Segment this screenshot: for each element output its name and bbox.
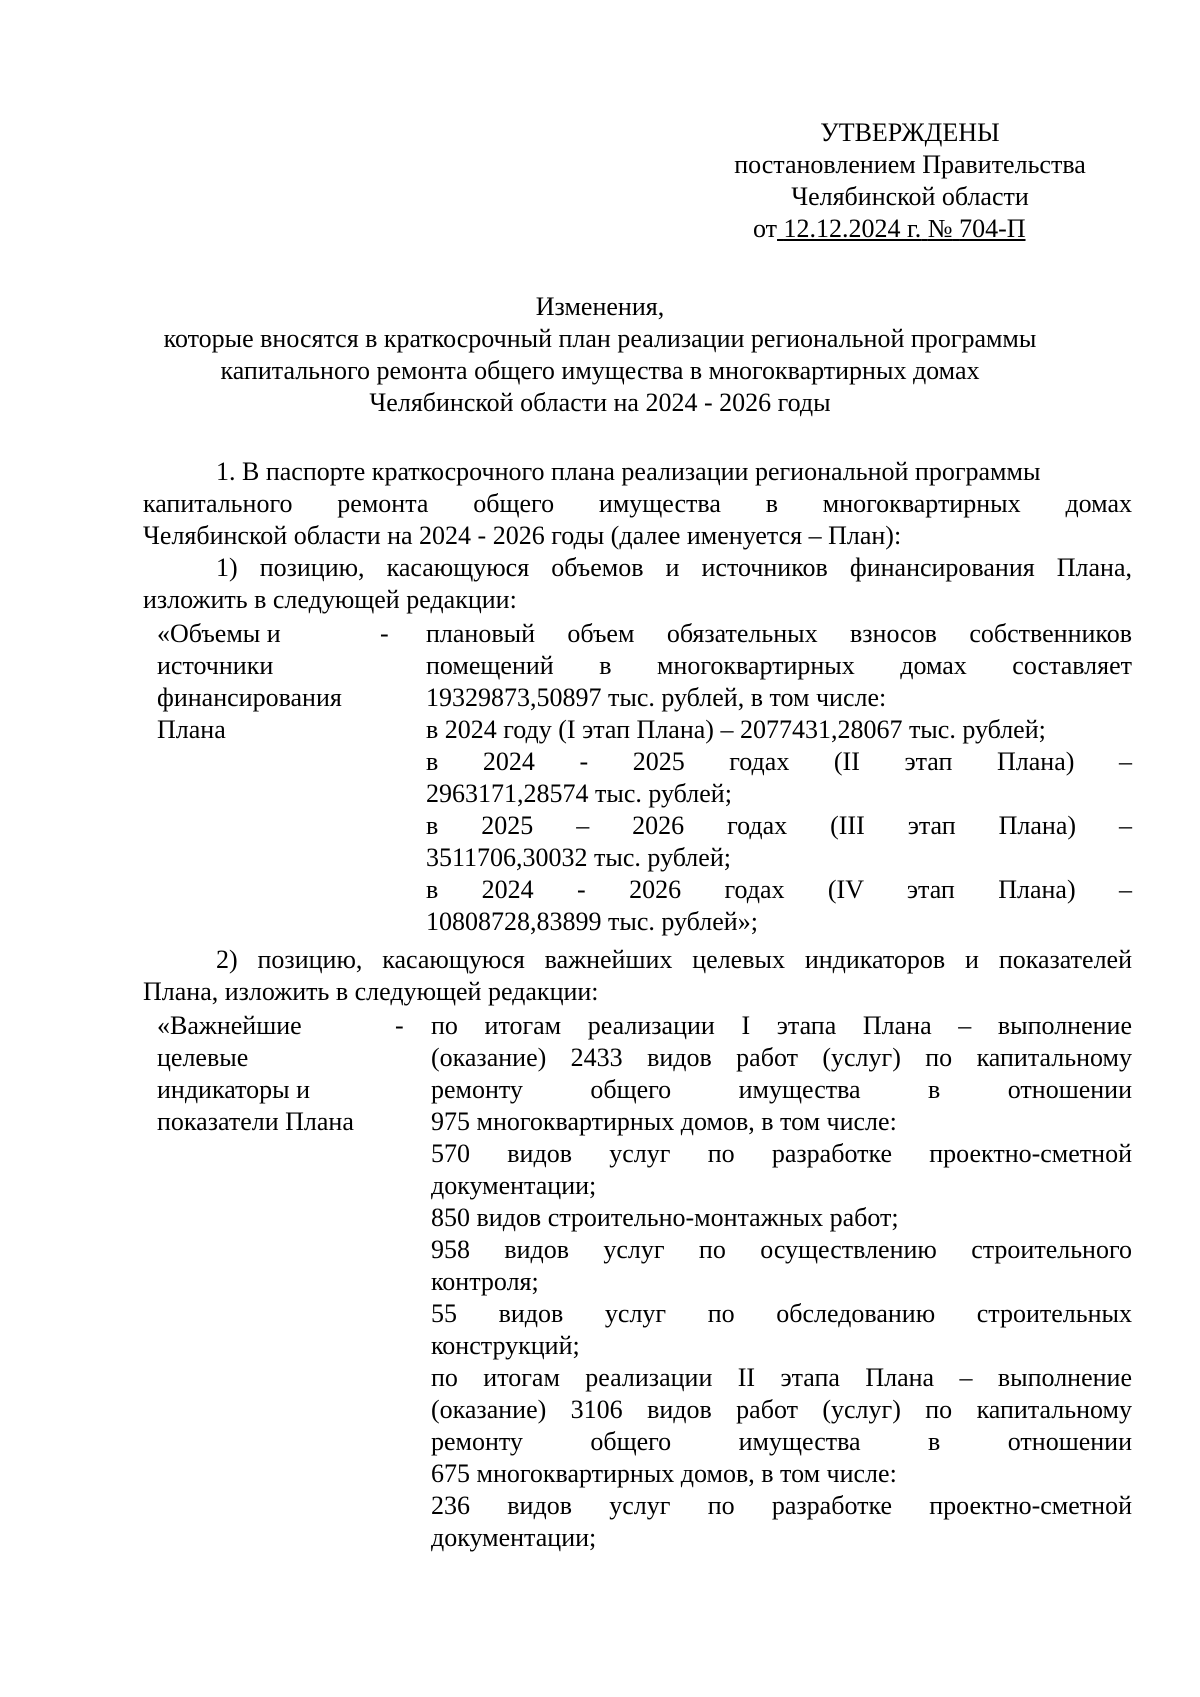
indicator-line: 55 видов услуг по обследованию строительных — [431, 1299, 1132, 1328]
label-line: финансирования — [157, 683, 342, 712]
indicator-line: (оказание) 3106 видов работ (услуг) по капитальному — [431, 1395, 1132, 1424]
approval-line-2: Челябинской области — [791, 182, 1029, 211]
label-line: источники — [157, 651, 274, 680]
financing-dash: - — [380, 619, 389, 648]
date-prefix: от — [753, 214, 778, 243]
paragraph-3-line-1: 2) позицию, касающуюся важнейших целевых индикаторов и показателей — [216, 945, 1132, 974]
indicator-line: 675 многоквартирных домов, в том числе: — [431, 1459, 897, 1488]
indicator-line: 850 видов строительно-монтажных работ; — [431, 1203, 899, 1232]
financing-line: помещений в многоквартирных домах составляет — [426, 651, 1132, 680]
indicator-line: (оказание) 2433 видов работ (услуг) по капитальному — [431, 1043, 1132, 1072]
paragraph-1-line-2: капитального ремонта общего имущества в многоквартирных домах — [143, 489, 1132, 518]
financing-label — [157, 618, 342, 746]
label-line: Плана — [157, 715, 226, 744]
financing-line: в 2024 году (I этап Плана) – 2077431,28067 тыс. рублей; — [426, 715, 1046, 744]
indicator-line: документации; — [431, 1171, 597, 1200]
financing-line: 3511706,30032 тыс. рублей; — [426, 843, 731, 872]
financing-line: в 2024 - 2026 годах (IV этап Плана) – — [426, 875, 1132, 904]
indicator-line: ремонту общего имущества в отношении — [431, 1427, 1132, 1456]
label-line: «Важнейшие — [157, 1011, 302, 1040]
heading-line-3: Челябинской области на 2024 - 2026 годы — [369, 388, 831, 417]
approval-number: 704-П — [959, 214, 1026, 243]
indicator-line: документации; — [431, 1523, 597, 1552]
financing-line: 10808728,83899 тыс. рублей»; — [426, 907, 758, 936]
indicator-line: 958 видов услуг по осуществлению строительного — [431, 1235, 1132, 1264]
indicator-line: 236 видов услуг по разработке проектно-сметной — [431, 1491, 1132, 1520]
paragraph-3-line-2: Плана, изложить в следующей редакции: — [143, 977, 599, 1006]
label-line: целевые — [157, 1043, 249, 1072]
financing-line: в 2024 - 2025 годах (II этап Плана) – — [426, 747, 1132, 776]
financing-line: в 2025 – 2026 годах (III этап Плана) – — [426, 811, 1132, 840]
paragraph-1-line-1: 1. В паспорте краткосрочного плана реализации региональной программы — [216, 457, 1041, 486]
indicator-line: по итогам реализации I этапа Плана – выполнение — [431, 1011, 1132, 1040]
paragraph-2-line-1: 1) позицию, касающуюся объемов и источников финансирования Плана, — [216, 553, 1132, 582]
heading-line-1: которые вносятся в краткосрочный план реализации региональной программы — [163, 324, 1037, 353]
approval-title: УТВЕРЖДЕНЫ — [820, 118, 1000, 147]
indicator-line: контроля; — [431, 1267, 539, 1296]
paragraph-2-line-2: изложить в следующей редакции: — [143, 585, 517, 614]
financing-line: 2963171,28574 тыс. рублей; — [426, 779, 732, 808]
indicators-label — [157, 1010, 354, 1138]
heading-title: Изменения, — [535, 292, 665, 321]
approval-date: 12.12.2024 г. — [783, 214, 922, 243]
heading-line-2: капитального ремонта общего имущества в многоквартирных домах — [220, 356, 980, 385]
label-line: показатели Плана — [157, 1107, 354, 1136]
label-line: индикаторы и — [157, 1075, 310, 1104]
indicator-line: 975 многоквартирных домов, в том числе: — [431, 1107, 897, 1136]
financing-line: плановый объем обязательных взносов собственников — [426, 619, 1132, 648]
financing-line: 19329873,50897 тыс. рублей, в том числе: — [426, 683, 887, 712]
indicator-line: конструкций; — [431, 1331, 580, 1360]
approval-date-line — [753, 213, 1026, 245]
paragraph-1-line-3: Челябинской области на 2024 - 2026 годы (далее именуется – План): — [143, 521, 902, 550]
indicator-line: по итогам реализации II этапа Плана – выполнение — [431, 1363, 1132, 1392]
number-sign: № — [927, 214, 953, 243]
indicators-dash: - — [395, 1011, 404, 1040]
indicator-line: 570 видов услуг по разработке проектно-сметной — [431, 1139, 1132, 1168]
label-line: «Объемы и — [157, 619, 281, 648]
approval-line-1: постановлением Правительства — [734, 150, 1086, 179]
indicator-line: ремонту общего имущества в отношении — [431, 1075, 1132, 1104]
